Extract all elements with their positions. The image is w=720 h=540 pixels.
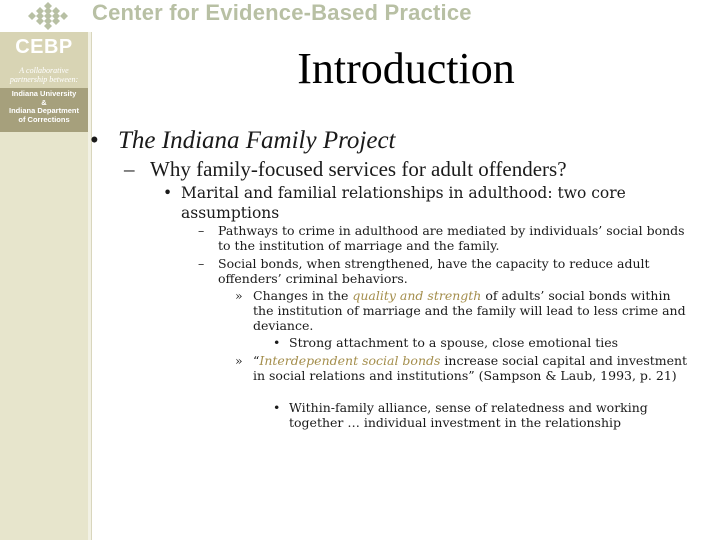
sidebar-tagline (0, 66, 88, 84)
slide-title: Introduction (297, 44, 515, 93)
detail-attachment (273, 335, 689, 350)
sidebar-logo-panel (0, 32, 88, 88)
bullet-dash-icon: – (198, 256, 205, 271)
bullet-l2-text: Why family-focused services for adult offenders? (150, 157, 567, 181)
point-1-highlight: quality and strength (352, 288, 482, 303)
detail-2-text: Within-family alliance, sense of relatedness and working together … individual investment in the relationship (289, 400, 648, 430)
bullet-l1-text: The Indiana Family Project (118, 127, 396, 154)
sub-a-text: Pathways to crime in adulthood are mediated by individuals’ social bonds to the institution of marriage and the family. (218, 223, 685, 253)
point-2-highlight: Interdependent social bonds (259, 353, 441, 368)
detail-1-text: Strong attachment to a spouse, close emotional ties (289, 335, 619, 350)
cebp-logo-text: CEBP (15, 36, 73, 58)
bullet-level-1 (90, 126, 708, 156)
sidebar-orgs (0, 90, 88, 124)
tagline-line-2: partnership between: (9, 75, 79, 84)
sidebar (0, 32, 88, 540)
tagline-line-1: A collaborative (19, 66, 69, 75)
bullet-level-2 (124, 156, 710, 182)
header-bar (0, 0, 720, 32)
sub-b-text: Social bonds, when strengthened, have the capacity to reduce adult offenders’ criminal behaviors. (218, 256, 650, 286)
bullet-dot-icon: • (273, 400, 281, 415)
org-line-1: Indiana University (11, 89, 77, 98)
detail-alliance (273, 400, 689, 430)
organization-title: Center for Evidence-Based Practice (92, 0, 472, 25)
point-2-before: “ (253, 353, 260, 368)
org-line-2: & (41, 97, 47, 107)
point-changes (235, 288, 693, 333)
bullet-dot-icon: • (273, 335, 281, 350)
bullet-dot-icon: • (163, 184, 173, 202)
sub-bullet-pathways (198, 223, 688, 253)
cebp-diamond-logo-icon (26, 2, 70, 30)
sub-bullet-social-bonds (198, 256, 688, 286)
org-line-4: of Corrections (18, 114, 70, 124)
bullet-l3-text: Marital and familial relationships in adulthood: two core assumptions (181, 184, 626, 222)
bullet-dash-icon: – (124, 157, 135, 181)
bullet-chevron-icon: » (235, 288, 243, 303)
bullet-dash-icon: – (198, 223, 205, 238)
bullet-level-3 (163, 183, 701, 223)
bullet-chevron-icon: » (235, 353, 243, 368)
point-2-after: increase social capital and investment in social relations and institutions” (Sampson & Laub, 1993, p. 21) (253, 353, 688, 383)
sidebar-edge (91, 32, 92, 540)
point-1-after: of adults’ social bonds within the institution of marriage and the family will lead to less crime and deviance. (253, 288, 686, 333)
point-interdependent (235, 353, 693, 383)
org-line-3: Indiana Department (8, 106, 79, 115)
bullet-dot-icon: • (90, 127, 99, 154)
point-1-before: Changes in the (253, 288, 353, 303)
